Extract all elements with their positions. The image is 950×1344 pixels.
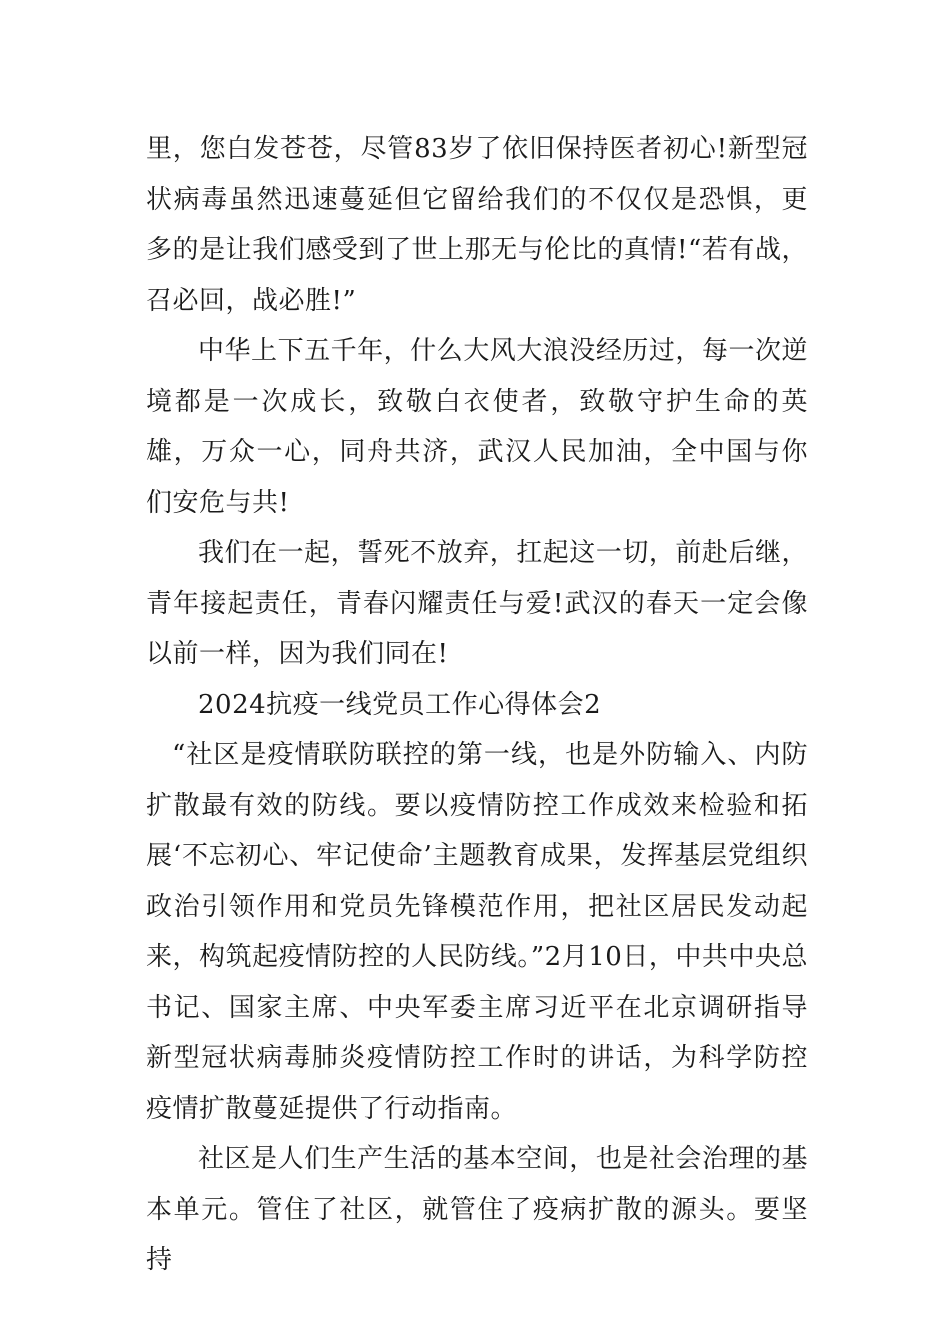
paragraph-continuation: 里，您白发苍苍，尽管83岁了依旧保持医者初心!新型冠状病毒虽然迅速蔓延但它留给我们的不仅仅是恐惧，更多的是让我们感受到了世上那无与伦比的真情!“若有战，召必回，战必胜!” (146, 134, 808, 316)
paragraph: 中华上下五千年，什么大风大浪没经历过，每一次逆境都是一次成长，致敬白衣使者，致敬守护生命的英雄，万众一心，同舟共济，武汉人民加油，全中国与你们安危与共! (146, 336, 808, 518)
paragraph: 社区是人们生产生活的基本空间，也是社会治理的基本单元。管住了社区，就管住了疫病扩散的源头。要坚持 (146, 1144, 808, 1275)
paragraph: 我们在一起，誓死不放弃，扛起这一切，前赴后继，青年接起责任，青春闪耀责任与爱!武汉的春天一定会像以前一样，因为我们同在! (146, 538, 808, 669)
section-heading: 2024抗疫一线党员工作心得体会2 (198, 689, 602, 720)
paragraph-quote: “社区是疫情联防联控的第一线，也是外防输入、内防扩散最有效的防线。要以疫情防控工作成效来检验和拓展‘不忘初心、牢记使命’主题教育成果，发挥基层党组织政治引领作用和党员先锋模范作用，把社区居民发动起来，构筑起疫情防控的人民防线。”2月10日，中共中央总书记、国家主席、中央军委主席习近平在北京调研指导新型冠状病毒肺炎疫情防控工作时的讲话，为科学防控疫情扩散蔓延提供了行动指南。 (146, 740, 808, 1124)
document-body (146, 124, 808, 1286)
